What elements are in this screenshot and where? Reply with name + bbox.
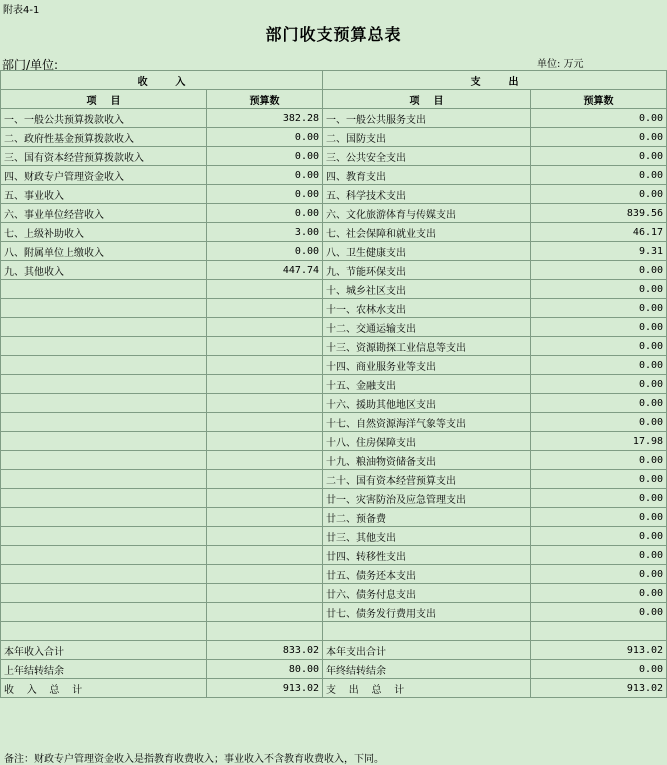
income-item-cell: 九、其他收入 xyxy=(1,261,207,280)
expense-item-cell: 十七、自然资源海洋气象等支出 xyxy=(323,413,531,432)
income-budget-cell: 3.00 xyxy=(207,223,323,242)
expense-item-cell: 五、科学技术支出 xyxy=(323,185,531,204)
income-budget-cell xyxy=(207,337,323,356)
table-row xyxy=(1,584,667,603)
unit-label: 单位: 万元 xyxy=(537,59,584,70)
table-row xyxy=(1,565,667,584)
table-row xyxy=(1,470,667,489)
expense-item-cell: 支 出 总 计 xyxy=(323,679,531,698)
income-budget-cell xyxy=(207,375,323,394)
table-number-label: 附表4-1 xyxy=(3,5,40,16)
budget-table xyxy=(0,70,667,698)
income-item-cell xyxy=(1,318,207,337)
income-item-cell: 六、事业单位经营收入 xyxy=(1,204,207,223)
expense-item-cell: 廿三、其他支出 xyxy=(323,527,531,546)
income-budget-cell xyxy=(207,565,323,584)
expense-budget-cell: 0.00 xyxy=(531,109,667,128)
expense-budget-cell: 839.56 xyxy=(531,204,667,223)
income-item-cell xyxy=(1,337,207,356)
expense-item-cell: 八、卫生健康支出 xyxy=(323,242,531,261)
column-header-row xyxy=(1,90,667,109)
expense-item-cell: 九、节能环保支出 xyxy=(323,261,531,280)
income-budget-cell xyxy=(207,546,323,565)
income-item-cell: 本年收入合计 xyxy=(1,641,207,660)
expense-item-cell: 廿五、债务还本支出 xyxy=(323,565,531,584)
income-item-cell xyxy=(1,470,207,489)
income-item-cell: 四、财政专户管理资金收入 xyxy=(1,166,207,185)
table-row xyxy=(1,356,667,375)
income-item-cell: 五、事业收入 xyxy=(1,185,207,204)
income-item-header: 项 目 xyxy=(1,90,207,109)
income-budget-cell xyxy=(207,451,323,470)
table-row xyxy=(1,204,667,223)
table-row xyxy=(1,318,667,337)
section-header-row xyxy=(1,71,667,90)
income-budget-cell: 0.00 xyxy=(207,147,323,166)
income-budget-cell xyxy=(207,356,323,375)
income-item-cell xyxy=(1,546,207,565)
income-budget-cell xyxy=(207,318,323,337)
income-item-cell: 上年结转结余 xyxy=(1,660,207,679)
table-row xyxy=(1,128,667,147)
expense-budget-cell: 0.00 xyxy=(531,147,667,166)
income-item-cell xyxy=(1,280,207,299)
total-row xyxy=(1,660,667,679)
table-row xyxy=(1,261,667,280)
expense-budget-cell: 0.00 xyxy=(531,166,667,185)
expense-budget-cell: 17.98 xyxy=(531,432,667,451)
income-item-cell xyxy=(1,603,207,622)
table-row xyxy=(1,451,667,470)
income-item-cell: 二、政府性基金预算拨款收入 xyxy=(1,128,207,147)
income-item-cell xyxy=(1,565,207,584)
table-row xyxy=(1,280,667,299)
income-budget-cell: 0.00 xyxy=(207,185,323,204)
expense-item-cell: 十五、金融支出 xyxy=(323,375,531,394)
table-row xyxy=(1,299,667,318)
income-budget-cell xyxy=(207,413,323,432)
income-item-cell: 三、国有资本经营预算拨款收入 xyxy=(1,147,207,166)
income-budget-cell xyxy=(207,527,323,546)
table-row xyxy=(1,546,667,565)
expense-item-cell: 廿七、债务发行费用支出 xyxy=(323,603,531,622)
table-row xyxy=(1,147,667,166)
expense-item-cell: 十三、资源勘探工业信息等支出 xyxy=(323,337,531,356)
expense-item-cell: 六、文化旅游体育与传媒支出 xyxy=(323,204,531,223)
expense-item-cell: 四、教育支出 xyxy=(323,166,531,185)
expense-section-header: 支 出 xyxy=(323,71,667,90)
expense-budget-cell: 0.00 xyxy=(531,413,667,432)
income-item-cell xyxy=(1,584,207,603)
income-item-cell xyxy=(1,413,207,432)
expense-item-cell: 十二、交通运输支出 xyxy=(323,318,531,337)
table-row xyxy=(1,166,667,185)
table-row xyxy=(1,375,667,394)
expense-budget-cell: 0.00 xyxy=(531,261,667,280)
expense-item-cell: 七、社会保障和就业支出 xyxy=(323,223,531,242)
income-budget-cell: 0.00 xyxy=(207,166,323,185)
table-row xyxy=(1,185,667,204)
table-row xyxy=(1,603,667,622)
income-item-cell: 一、一般公共预算拨款收入 xyxy=(1,109,207,128)
income-item-cell xyxy=(1,527,207,546)
expense-item-cell: 十八、住房保障支出 xyxy=(323,432,531,451)
expense-budget-cell: 0.00 xyxy=(531,356,667,375)
table-row xyxy=(1,413,667,432)
expense-item-cell: 十四、商业服务业等支出 xyxy=(323,356,531,375)
income-item-cell xyxy=(1,432,207,451)
expense-budget-cell: 0.00 xyxy=(531,375,667,394)
expense-item-cell: 三、公共安全支出 xyxy=(323,147,531,166)
income-budget-cell: 0.00 xyxy=(207,128,323,147)
footnote: 备注：财政专户管理资金收入是指教育收费收入；事业收入不含教育收费收入，下同。 xyxy=(4,754,384,765)
income-item-cell xyxy=(1,489,207,508)
income-budget-cell xyxy=(207,584,323,603)
expense-item-cell: 廿六、债务付息支出 xyxy=(323,584,531,603)
table-row xyxy=(1,489,667,508)
expense-budget-cell: 9.31 xyxy=(531,242,667,261)
page-title: 部门收支预算总表 xyxy=(265,25,402,44)
expense-item-cell: 十、城乡社区支出 xyxy=(323,280,531,299)
expense-item-cell xyxy=(323,622,531,641)
table-row xyxy=(1,223,667,242)
total-row xyxy=(1,679,667,698)
income-budget-cell xyxy=(207,299,323,318)
income-item-cell xyxy=(1,356,207,375)
expense-item-header: 项 目 xyxy=(323,90,531,109)
income-budget-cell: 913.02 xyxy=(207,679,323,698)
expense-item-cell: 十一、农林水支出 xyxy=(323,299,531,318)
expense-budget-cell: 0.00 xyxy=(531,299,667,318)
expense-budget-cell: 0.00 xyxy=(531,584,667,603)
expense-budget-cell: 0.00 xyxy=(531,565,667,584)
income-budget-cell xyxy=(207,432,323,451)
income-budget-cell xyxy=(207,470,323,489)
table-row xyxy=(1,622,667,641)
income-budget-cell xyxy=(207,489,323,508)
table-row xyxy=(1,242,667,261)
expense-budget-cell: 0.00 xyxy=(531,489,667,508)
expense-budget-cell: 0.00 xyxy=(531,546,667,565)
expense-budget-cell: 0.00 xyxy=(531,470,667,489)
expense-item-cell: 廿四、转移性支出 xyxy=(323,546,531,565)
table-row xyxy=(1,109,667,128)
income-budget-cell xyxy=(207,622,323,641)
income-section-header: 收 入 xyxy=(1,71,323,90)
income-item-cell xyxy=(1,375,207,394)
expense-item-cell: 本年支出合计 xyxy=(323,641,531,660)
expense-budget-cell: 0.00 xyxy=(531,508,667,527)
income-budget-cell: 80.00 xyxy=(207,660,323,679)
expense-budget-cell: 0.00 xyxy=(531,128,667,147)
table-row xyxy=(1,432,667,451)
income-item-cell: 收 入 总 计 xyxy=(1,679,207,698)
expense-budget-cell: 46.17 xyxy=(531,223,667,242)
department-label: 部门/单位: xyxy=(2,58,59,72)
expense-item-cell: 一、一般公共服务支出 xyxy=(323,109,531,128)
expense-item-cell: 二十、国有资本经营预算支出 xyxy=(323,470,531,489)
expense-budget-cell: 0.00 xyxy=(531,337,667,356)
income-budget-cell xyxy=(207,603,323,622)
income-budget-cell xyxy=(207,508,323,527)
table-row xyxy=(1,394,667,413)
income-item-cell xyxy=(1,622,207,641)
expense-budget-header: 预算数 xyxy=(531,90,667,109)
expense-budget-cell: 0.00 xyxy=(531,451,667,470)
expense-budget-cell: 0.00 xyxy=(531,394,667,413)
expense-budget-cell: 0.00 xyxy=(531,603,667,622)
expense-item-cell: 廿一、灾害防治及应急管理支出 xyxy=(323,489,531,508)
income-budget-cell xyxy=(207,394,323,413)
income-item-cell: 八、附属单位上缴收入 xyxy=(1,242,207,261)
income-item-cell xyxy=(1,451,207,470)
expense-budget-cell: 913.02 xyxy=(531,641,667,660)
income-budget-header: 预算数 xyxy=(207,90,323,109)
table-row xyxy=(1,527,667,546)
income-budget-cell: 833.02 xyxy=(207,641,323,660)
expense-budget-cell xyxy=(531,622,667,641)
expense-budget-cell: 0.00 xyxy=(531,318,667,337)
expense-budget-cell: 0.00 xyxy=(531,660,667,679)
expense-budget-cell: 0.00 xyxy=(531,527,667,546)
expense-item-cell: 十六、援助其他地区支出 xyxy=(323,394,531,413)
income-budget-cell xyxy=(207,280,323,299)
expense-item-cell: 二、国防支出 xyxy=(323,128,531,147)
income-budget-cell: 382.28 xyxy=(207,109,323,128)
total-row xyxy=(1,641,667,660)
expense-item-cell: 年终结转结余 xyxy=(323,660,531,679)
income-budget-cell: 0.00 xyxy=(207,204,323,223)
income-budget-cell: 447.74 xyxy=(207,261,323,280)
income-item-cell xyxy=(1,508,207,527)
table-row xyxy=(1,508,667,527)
table-row xyxy=(1,337,667,356)
expense-budget-cell: 0.00 xyxy=(531,185,667,204)
income-item-cell xyxy=(1,394,207,413)
income-item-cell: 七、上级补助收入 xyxy=(1,223,207,242)
expense-item-cell: 十九、粮油物资储备支出 xyxy=(323,451,531,470)
income-item-cell xyxy=(1,299,207,318)
expense-budget-cell: 0.00 xyxy=(531,280,667,299)
expense-budget-cell: 913.02 xyxy=(531,679,667,698)
income-budget-cell: 0.00 xyxy=(207,242,323,261)
expense-item-cell: 廿二、预备费 xyxy=(323,508,531,527)
